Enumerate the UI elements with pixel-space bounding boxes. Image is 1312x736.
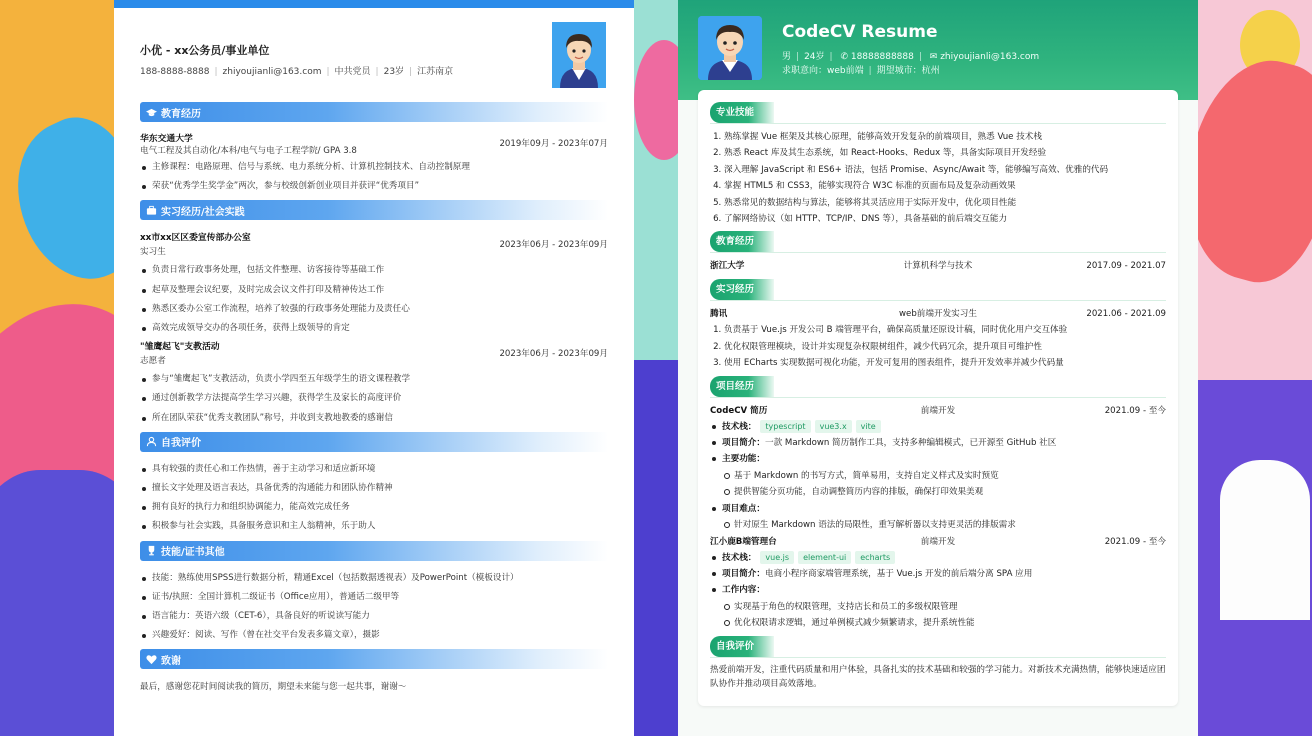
age: 23岁 bbox=[383, 67, 405, 77]
list-item: 兴趣爱好：阅读、写作（曾在社交平台发表多篇文章），摄影 bbox=[140, 626, 608, 645]
org-name: xx市xx区区委宣传部办公室 bbox=[140, 233, 251, 244]
intent: 求职意向：web前端 bbox=[782, 66, 864, 76]
list-item: 主修课程：电路原理、信号与系统、电力系统分析、计算机控制技术、自动控制原理 bbox=[140, 158, 608, 177]
section-header-self-evaluation bbox=[140, 432, 608, 452]
gender: 男 bbox=[782, 52, 792, 62]
project-row bbox=[710, 403, 1166, 419]
section-title: 项目经历 bbox=[710, 376, 774, 397]
section-title: 致谢 bbox=[161, 655, 181, 667]
education-section bbox=[114, 122, 634, 196]
section-title: 教育经历 bbox=[710, 231, 774, 252]
section-header-thanks bbox=[140, 649, 608, 669]
internship-row bbox=[710, 306, 1166, 322]
list-item: 起草及整理会议纪要，及时完成会议文件打印及精神传达工作 bbox=[140, 281, 608, 300]
candidate-name: 小优 - xx公务员/事业单位 bbox=[140, 44, 270, 57]
skills-list bbox=[710, 129, 1166, 227]
project-features: 主要功能： 基于 Markdown 的书写方式，简单易用，支持自定义样式及实时预览 提供智能分页功能，自动调整简历内容的排版，确保打印效果美观 bbox=[710, 451, 1166, 500]
tag: typescript bbox=[760, 420, 810, 433]
trophy-icon bbox=[146, 545, 157, 556]
list-item: 所在团队荣获“优秀支教团队”称号，并收到支教地教委的感谢信 bbox=[140, 409, 608, 428]
resume-header bbox=[678, 0, 1198, 100]
sub-item: 优化权限请求逻辑，通过单例模式减少频繁请求，提升系统性能 bbox=[722, 615, 1166, 631]
project-role: 前端开发 bbox=[920, 405, 956, 416]
tag: vite bbox=[856, 420, 881, 433]
list-item: 荣获“优秀学生奖学金”两次，参与校级创新创业项目并获评“优秀项目” bbox=[140, 177, 608, 196]
self-evaluation-text: 热爱前端开发，注重代码质量和用户体验，具备扎实的技术基础和较强的学习能力。对新技术充满热情，能够快速适应团队协作并推动项目高效落地。 bbox=[710, 664, 1166, 690]
project-difficulties: 项目难点： 针对原生 Markdown 语法的局限性，重写解析器以支持更灵活的排版需求 bbox=[710, 501, 1166, 534]
list-item: 语言能力：英语六级（CET-6），具备良好的听说读写能力 bbox=[140, 607, 608, 626]
education-date: 2017.09 - 2021.07 bbox=[1086, 261, 1166, 272]
list-item: 熟悉区委办公室工作流程，培养了较强的行政事务处理能力及责任心 bbox=[140, 300, 608, 319]
intern-date: 2021.06 - 2021.09 bbox=[1086, 309, 1166, 320]
candidate-name: CodeCV Resume bbox=[782, 22, 938, 42]
list-item: 1. 负责基于 Vue.js 开发公司 B 端管理平台，确保高质量还原设计稿，同时优化用户交互体验 bbox=[724, 322, 1166, 338]
avatar bbox=[552, 22, 606, 88]
resume-template-civil-service[interactable] bbox=[114, 0, 634, 736]
list-item: 6. 了解网络协议（如 HTTP、TCP/IP、DNS 等），具备基础的前后端交互能力 bbox=[724, 211, 1166, 227]
section-header-practice bbox=[140, 200, 608, 220]
project-details bbox=[710, 550, 1166, 632]
list-item: 拥有良好的执行力和组织协调能力，能高效完成任务 bbox=[140, 498, 608, 517]
major: 计算机科学与技术 bbox=[903, 261, 973, 272]
user-icon bbox=[146, 436, 157, 447]
self-list bbox=[140, 460, 608, 537]
resume-top-bar bbox=[114, 0, 634, 8]
practice-list bbox=[140, 261, 608, 338]
list-item: 3. 深入理解 JavaScript 和 ES6+ 语法，包括 Promise、Async/Await 等，能够编写高效、优雅的代码 bbox=[724, 162, 1166, 178]
list-item: 技能：熟练使用SPSS进行数据分析，精通Excel（包括数据透视表）及PowerPoint（模板设计） bbox=[140, 569, 608, 588]
list-item: 参与“雏鹰起飞”支教活动，负责小学四至五年级学生的语文课程教学 bbox=[140, 370, 608, 389]
avatar bbox=[698, 16, 762, 80]
resume-content-card bbox=[698, 90, 1178, 706]
location: 江苏南京 bbox=[417, 67, 454, 77]
tag: vue.js bbox=[760, 551, 794, 564]
list-item: 通过创新教学方法提高学生学习兴趣，获得学生及家长的高度评价 bbox=[140, 389, 608, 408]
intern-role: web前端开发实习生 bbox=[899, 309, 977, 320]
skills-section bbox=[114, 561, 634, 646]
section-header-skills bbox=[710, 102, 1166, 124]
thanks-section bbox=[114, 669, 634, 697]
resume-template-codecv[interactable] bbox=[678, 0, 1198, 736]
education-row bbox=[710, 258, 1166, 274]
project-date: 2021.09 - 至今 bbox=[1104, 536, 1166, 547]
project-intro: 项目简介：一款 Markdown 简历制作工具，支持多种编辑模式，已开源至 GitHub 社区 bbox=[710, 435, 1166, 451]
list-item: 2. 熟悉 React 库及其生态系统，如 React-Hooks、Redux 等，具备实际项目开发经验 bbox=[724, 145, 1166, 161]
section-title: 实习经历/社会实践 bbox=[161, 206, 245, 218]
practice-list bbox=[140, 370, 608, 428]
project-row bbox=[710, 534, 1166, 550]
sub-item: 实现基于角色的权限管理，支持店长和员工的多级权限管理 bbox=[722, 599, 1166, 615]
list-item: 擅长文字处理及语言表达，具备优秀的沟通能力和团队协作精神 bbox=[140, 479, 608, 498]
heart-icon bbox=[146, 654, 157, 665]
project-date: 2021.09 - 至今 bbox=[1104, 405, 1166, 416]
org-name: "雏鹰起飞"支教活动 bbox=[140, 342, 220, 353]
graduation-cap-icon bbox=[146, 107, 157, 118]
project-name: 江小鹿B端管理台 bbox=[710, 536, 777, 547]
tag: element-ui bbox=[798, 551, 851, 564]
list-item: 3. 使用 ECharts 实现数据可视化功能，开发可复用的图表组件，提升开发效率并减少代码量 bbox=[724, 355, 1166, 371]
tag: vue3.x bbox=[815, 420, 852, 433]
age: 24岁 bbox=[804, 52, 825, 62]
section-title: 实习经历 bbox=[710, 279, 774, 300]
practice-section bbox=[114, 220, 634, 427]
list-item: 负责日常行政事务处理，包括文件整理、访客接待等基础工作 bbox=[140, 261, 608, 280]
list-item: 积极参与社会实践，具备服务意识和主人翁精神，乐于助人 bbox=[140, 517, 608, 536]
education-detail: 电气工程及其自动化/本科/电气与电子工程学院/ GPA 3.8 bbox=[140, 146, 357, 156]
section-header-skills bbox=[140, 541, 608, 561]
email: zhiyoujianli@163.com bbox=[222, 67, 322, 77]
company-name: 腾讯 bbox=[710, 309, 728, 320]
political-status: 中共党员 bbox=[334, 67, 371, 77]
list-item: 2. 优化权限管理模块，设计并实现复杂权限树组件，减少代码冗余，提升项目可维护性 bbox=[724, 339, 1166, 355]
section-header-education bbox=[710, 231, 1166, 253]
section-header-education bbox=[140, 102, 608, 122]
entry-date: 2023年06月 - 2023年09月 bbox=[499, 349, 608, 360]
thanks-text: 最后，感谢您花时间阅读我的简历，期望未来能与您一起共事，谢谢～ bbox=[140, 682, 407, 693]
section-title: 专业技能 bbox=[710, 102, 774, 123]
project-work: 工作内容： 实现基于角色的权限管理，支持店长和员工的多级权限管理 优化权限请求逻辑，通过单例模式减少频繁请求，提升系统性能 bbox=[710, 582, 1166, 631]
entry-role: 实习生 bbox=[140, 247, 166, 258]
school-name: 华东交通大学 bbox=[140, 134, 193, 144]
briefcase-icon bbox=[146, 205, 157, 216]
skills-list bbox=[140, 569, 608, 646]
section-header-self-evaluation bbox=[710, 636, 1166, 658]
section-header-internship bbox=[710, 279, 1166, 301]
section-title: 自我评价 bbox=[710, 636, 774, 657]
internship-list bbox=[710, 322, 1166, 371]
tag: echarts bbox=[855, 551, 895, 564]
project-intro: 项目简介：电商小程序商家端管理系统，基于 Vue.js 开发的前后端分离 SPA 应用 bbox=[710, 566, 1166, 582]
list-item: 具有较强的责任心和工作热情，善于主动学习和适应新环境 bbox=[140, 460, 608, 479]
phone: 18888888888 bbox=[850, 52, 914, 62]
sub-item: 提供智能分页功能，自动调整简历内容的排版，确保打印效果美观 bbox=[722, 484, 1166, 500]
phone: 188-8888-8888 bbox=[140, 67, 210, 77]
entry-role: 志愿者 bbox=[140, 356, 166, 367]
basic-info: 男 | 24岁 | ✆ 18888888888 | ✉ zhiyoujianli@163.com bbox=[782, 52, 1040, 62]
project-role: 前端开发 bbox=[920, 536, 956, 547]
phone-icon: ✆ bbox=[840, 52, 848, 62]
job-intent: 求职意向：web前端 | 期望城市：杭州 bbox=[782, 66, 940, 76]
self-evaluation-section bbox=[114, 452, 634, 537]
resume-header bbox=[114, 8, 634, 90]
section-header-projects bbox=[710, 376, 1166, 398]
school-name: 浙江大学 bbox=[710, 261, 745, 272]
project-name: CodeCV 简历 bbox=[710, 405, 768, 416]
sub-item: 针对原生 Markdown 语法的局限性，重写解析器以支持更灵活的排版需求 bbox=[722, 517, 1166, 533]
entry-date: 2023年06月 - 2023年09月 bbox=[499, 240, 608, 251]
email: zhiyoujianli@163.com bbox=[940, 52, 1040, 62]
contact-info: 188-8888-8888 | zhiyoujianli@163.com | 中共党员 | 23岁 | 江苏南京 bbox=[140, 67, 454, 77]
education-date: 2019年09月 - 2023年07月 bbox=[499, 139, 608, 149]
section-title: 自我评价 bbox=[161, 438, 201, 450]
list-item: 证书/执照：全国计算机二级证书（Office应用），普通话二级甲等 bbox=[140, 588, 608, 607]
city: 期望城市：杭州 bbox=[876, 66, 940, 76]
list-item: 高效完成领导交办的各项任务，获得上级领导的肯定 bbox=[140, 319, 608, 338]
tech-stack: 技术栈： typescript vue3.x vite bbox=[710, 419, 1166, 435]
project-details bbox=[710, 419, 1166, 534]
list-item: 5. 熟悉常见的数据结构与算法，能够将其灵活应用于实际开发中，优化项目性能 bbox=[724, 195, 1166, 211]
section-title: 技能/证书其他 bbox=[161, 547, 225, 559]
sub-item: 基于 Markdown 的书写方式，简单易用，支持自定义样式及实时预览 bbox=[722, 468, 1166, 484]
section-title: 教育经历 bbox=[161, 108, 201, 120]
mail-icon: ✉ bbox=[929, 52, 938, 62]
list-item: 1. 熟练掌握 Vue 框架及其核心原理，能够高效开发复杂的前端项目，熟悉 Vue 技术栈 bbox=[724, 129, 1166, 145]
education-list bbox=[140, 158, 608, 196]
tech-stack: 技术栈： vue.js element-ui echarts bbox=[710, 550, 1166, 566]
list-item: 4. 掌握 HTML5 和 CSS3，能够实现符合 W3C 标准的页面布局及复杂动画效果 bbox=[724, 178, 1166, 194]
